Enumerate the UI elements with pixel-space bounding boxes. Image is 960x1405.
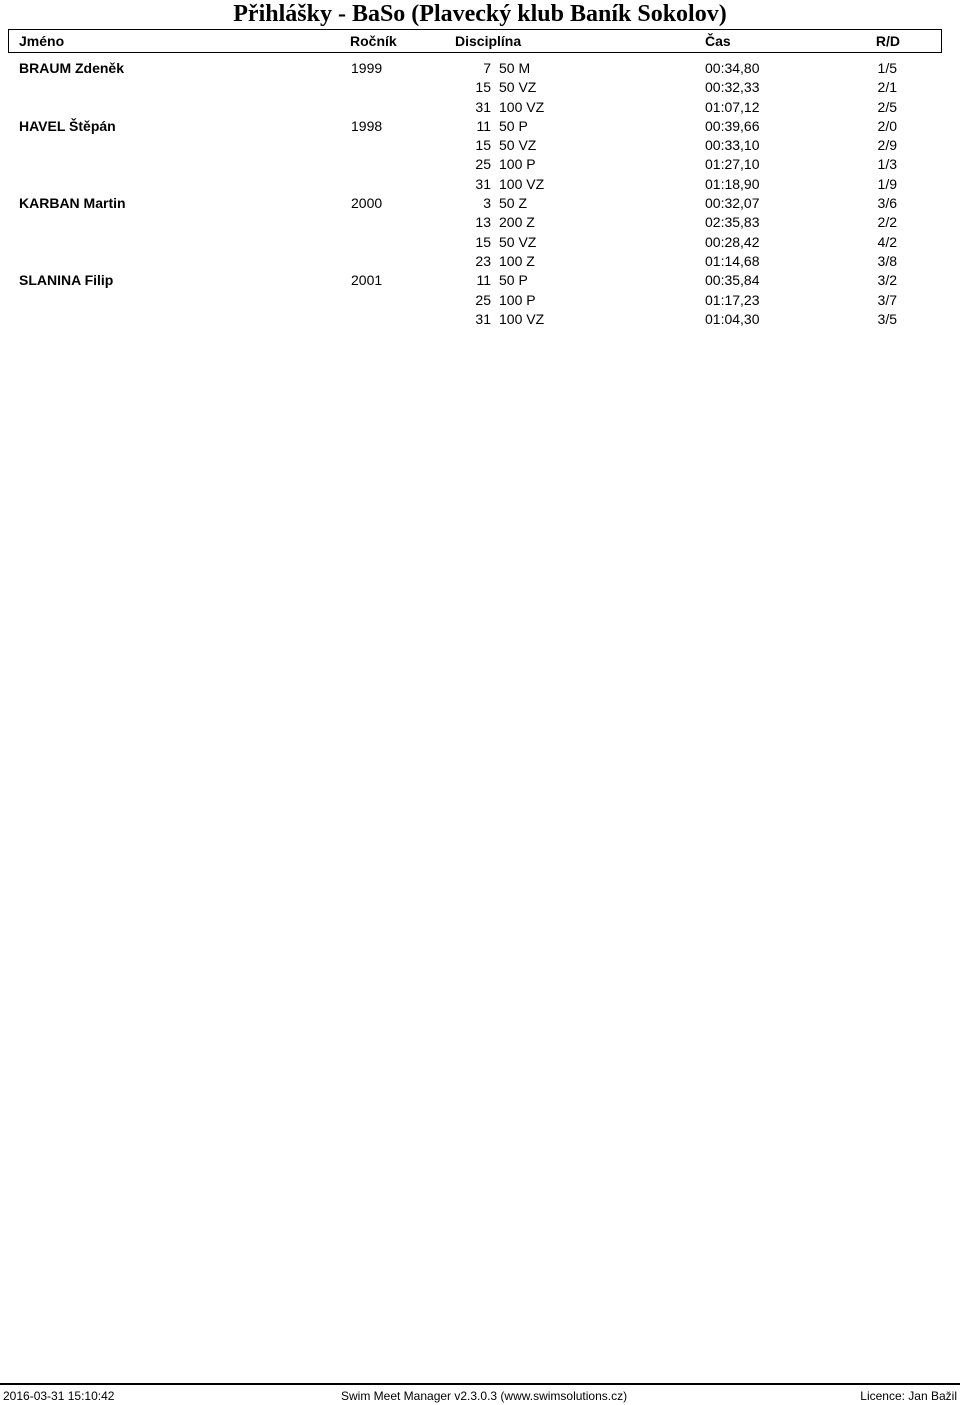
swimmer-year: 2001 <box>351 272 383 289</box>
event-name: 50 VZ <box>499 233 537 250</box>
swimmer-year: 1998 <box>351 117 383 134</box>
event-number: 15 <box>475 79 491 96</box>
swimmer-name: BRAUM Zdeněk <box>19 60 125 76</box>
heat-lane: 1/5 <box>877 60 897 76</box>
entry-time: 01:07,12 <box>705 98 760 115</box>
event-name: 100 P <box>499 291 536 308</box>
table-row <box>0 194 960 213</box>
entry-time: 01:17,23 <box>705 291 760 308</box>
entry-time: 00:33,10 <box>705 137 760 154</box>
heat-lane: 1/9 <box>877 175 897 192</box>
swimmer-name: HAVEL Štěpán <box>19 117 116 134</box>
heat-lane: 3/5 <box>877 310 897 327</box>
event-number: 31 <box>475 175 491 192</box>
page-title: Přihlášky - BaSo (Plavecký klub Baník Sokolov) <box>233 1 727 27</box>
footer <box>0 1389 960 1403</box>
heat-lane: 3/8 <box>877 252 897 269</box>
swimmer-year: 2000 <box>351 195 383 212</box>
heat-lane: 2/5 <box>877 98 897 115</box>
table-row <box>0 117 960 136</box>
entry-time: 02:35,83 <box>705 214 760 231</box>
event-name: 100 VZ <box>499 98 545 115</box>
event-number: 25 <box>475 156 491 173</box>
event-number: 13 <box>475 214 491 231</box>
heat-lane: 4/2 <box>877 233 897 250</box>
footer-software: Swim Meet Manager v2.3.0.3 (www.swimsolutions.cz) <box>341 1389 628 1403</box>
event-number: 11 <box>476 117 491 134</box>
entry-time: 00:32,07 <box>705 195 760 212</box>
heat-lane: 1/3 <box>877 156 897 173</box>
table-row <box>0 59 960 78</box>
heat-lane: 3/2 <box>877 272 897 289</box>
entry-time: 01:14,68 <box>705 252 760 269</box>
heat-lane: 3/7 <box>877 291 897 308</box>
event-name: 100 VZ <box>499 175 545 192</box>
heat-lane: 2/2 <box>877 214 897 231</box>
event-number: 31 <box>475 310 491 327</box>
header-rd: R/D <box>875 33 900 49</box>
swimmer-name: KARBAN Martin <box>19 195 126 212</box>
event-number: 31 <box>475 98 491 115</box>
event-number: 7 <box>483 60 491 76</box>
footer-timestamp: 2016-03-31 15:10:42 <box>3 1389 115 1403</box>
event-name: 100 VZ <box>499 310 545 327</box>
entries-table <box>0 59 960 329</box>
table-row <box>0 213 960 232</box>
event-number: 25 <box>475 291 491 308</box>
entry-time: 00:32,33 <box>705 79 760 96</box>
table-row <box>0 136 960 155</box>
entry-time: 00:28,42 <box>705 233 760 250</box>
header-year: Ročník <box>350 33 397 49</box>
event-number: 3 <box>483 195 491 212</box>
table-row <box>0 291 960 310</box>
table-row <box>0 310 960 329</box>
event-number: 15 <box>475 233 491 250</box>
heat-lane: 2/9 <box>877 137 897 154</box>
header-discipline: Disciplína <box>455 33 522 49</box>
footer-licence: Licence: Jan Bažil <box>860 1389 957 1403</box>
entry-time: 00:35,84 <box>705 272 760 289</box>
swimmer-year: 1999 <box>351 60 383 76</box>
event-name: 100 Z <box>499 252 535 269</box>
event-number: 11 <box>476 272 491 289</box>
heat-lane: 2/0 <box>877 117 897 134</box>
entry-time: 01:27,10 <box>705 156 760 173</box>
event-name: 50 VZ <box>499 137 537 154</box>
table-header <box>8 29 942 53</box>
footer-divider <box>0 1383 960 1385</box>
event-name: 200 Z <box>499 214 535 231</box>
table-row <box>0 252 960 271</box>
entry-time: 01:18,90 <box>705 175 760 192</box>
event-name: 50 P <box>499 272 528 289</box>
event-name: 100 P <box>499 156 536 173</box>
header-time: Čas <box>705 33 731 49</box>
table-row <box>0 233 960 252</box>
entry-time: 01:04,30 <box>705 310 760 327</box>
event-name: 50 P <box>499 117 528 134</box>
event-name: 50 Z <box>499 195 528 212</box>
table-row <box>0 155 960 174</box>
heat-lane: 3/6 <box>877 195 897 212</box>
table-row <box>0 271 960 290</box>
table-row <box>0 78 960 97</box>
event-number: 23 <box>475 252 491 269</box>
entry-time: 00:34,80 <box>705 60 760 76</box>
table-row <box>0 175 960 194</box>
swimmer-name: SLANINA Filip <box>19 272 114 289</box>
event-number: 15 <box>475 137 491 154</box>
table-row <box>0 98 960 117</box>
entry-time: 00:39,66 <box>705 117 760 134</box>
header-name: Jméno <box>19 33 65 49</box>
event-name: 50 VZ <box>499 79 537 96</box>
event-name: 50 M <box>499 60 531 76</box>
heat-lane: 2/1 <box>877 79 897 96</box>
